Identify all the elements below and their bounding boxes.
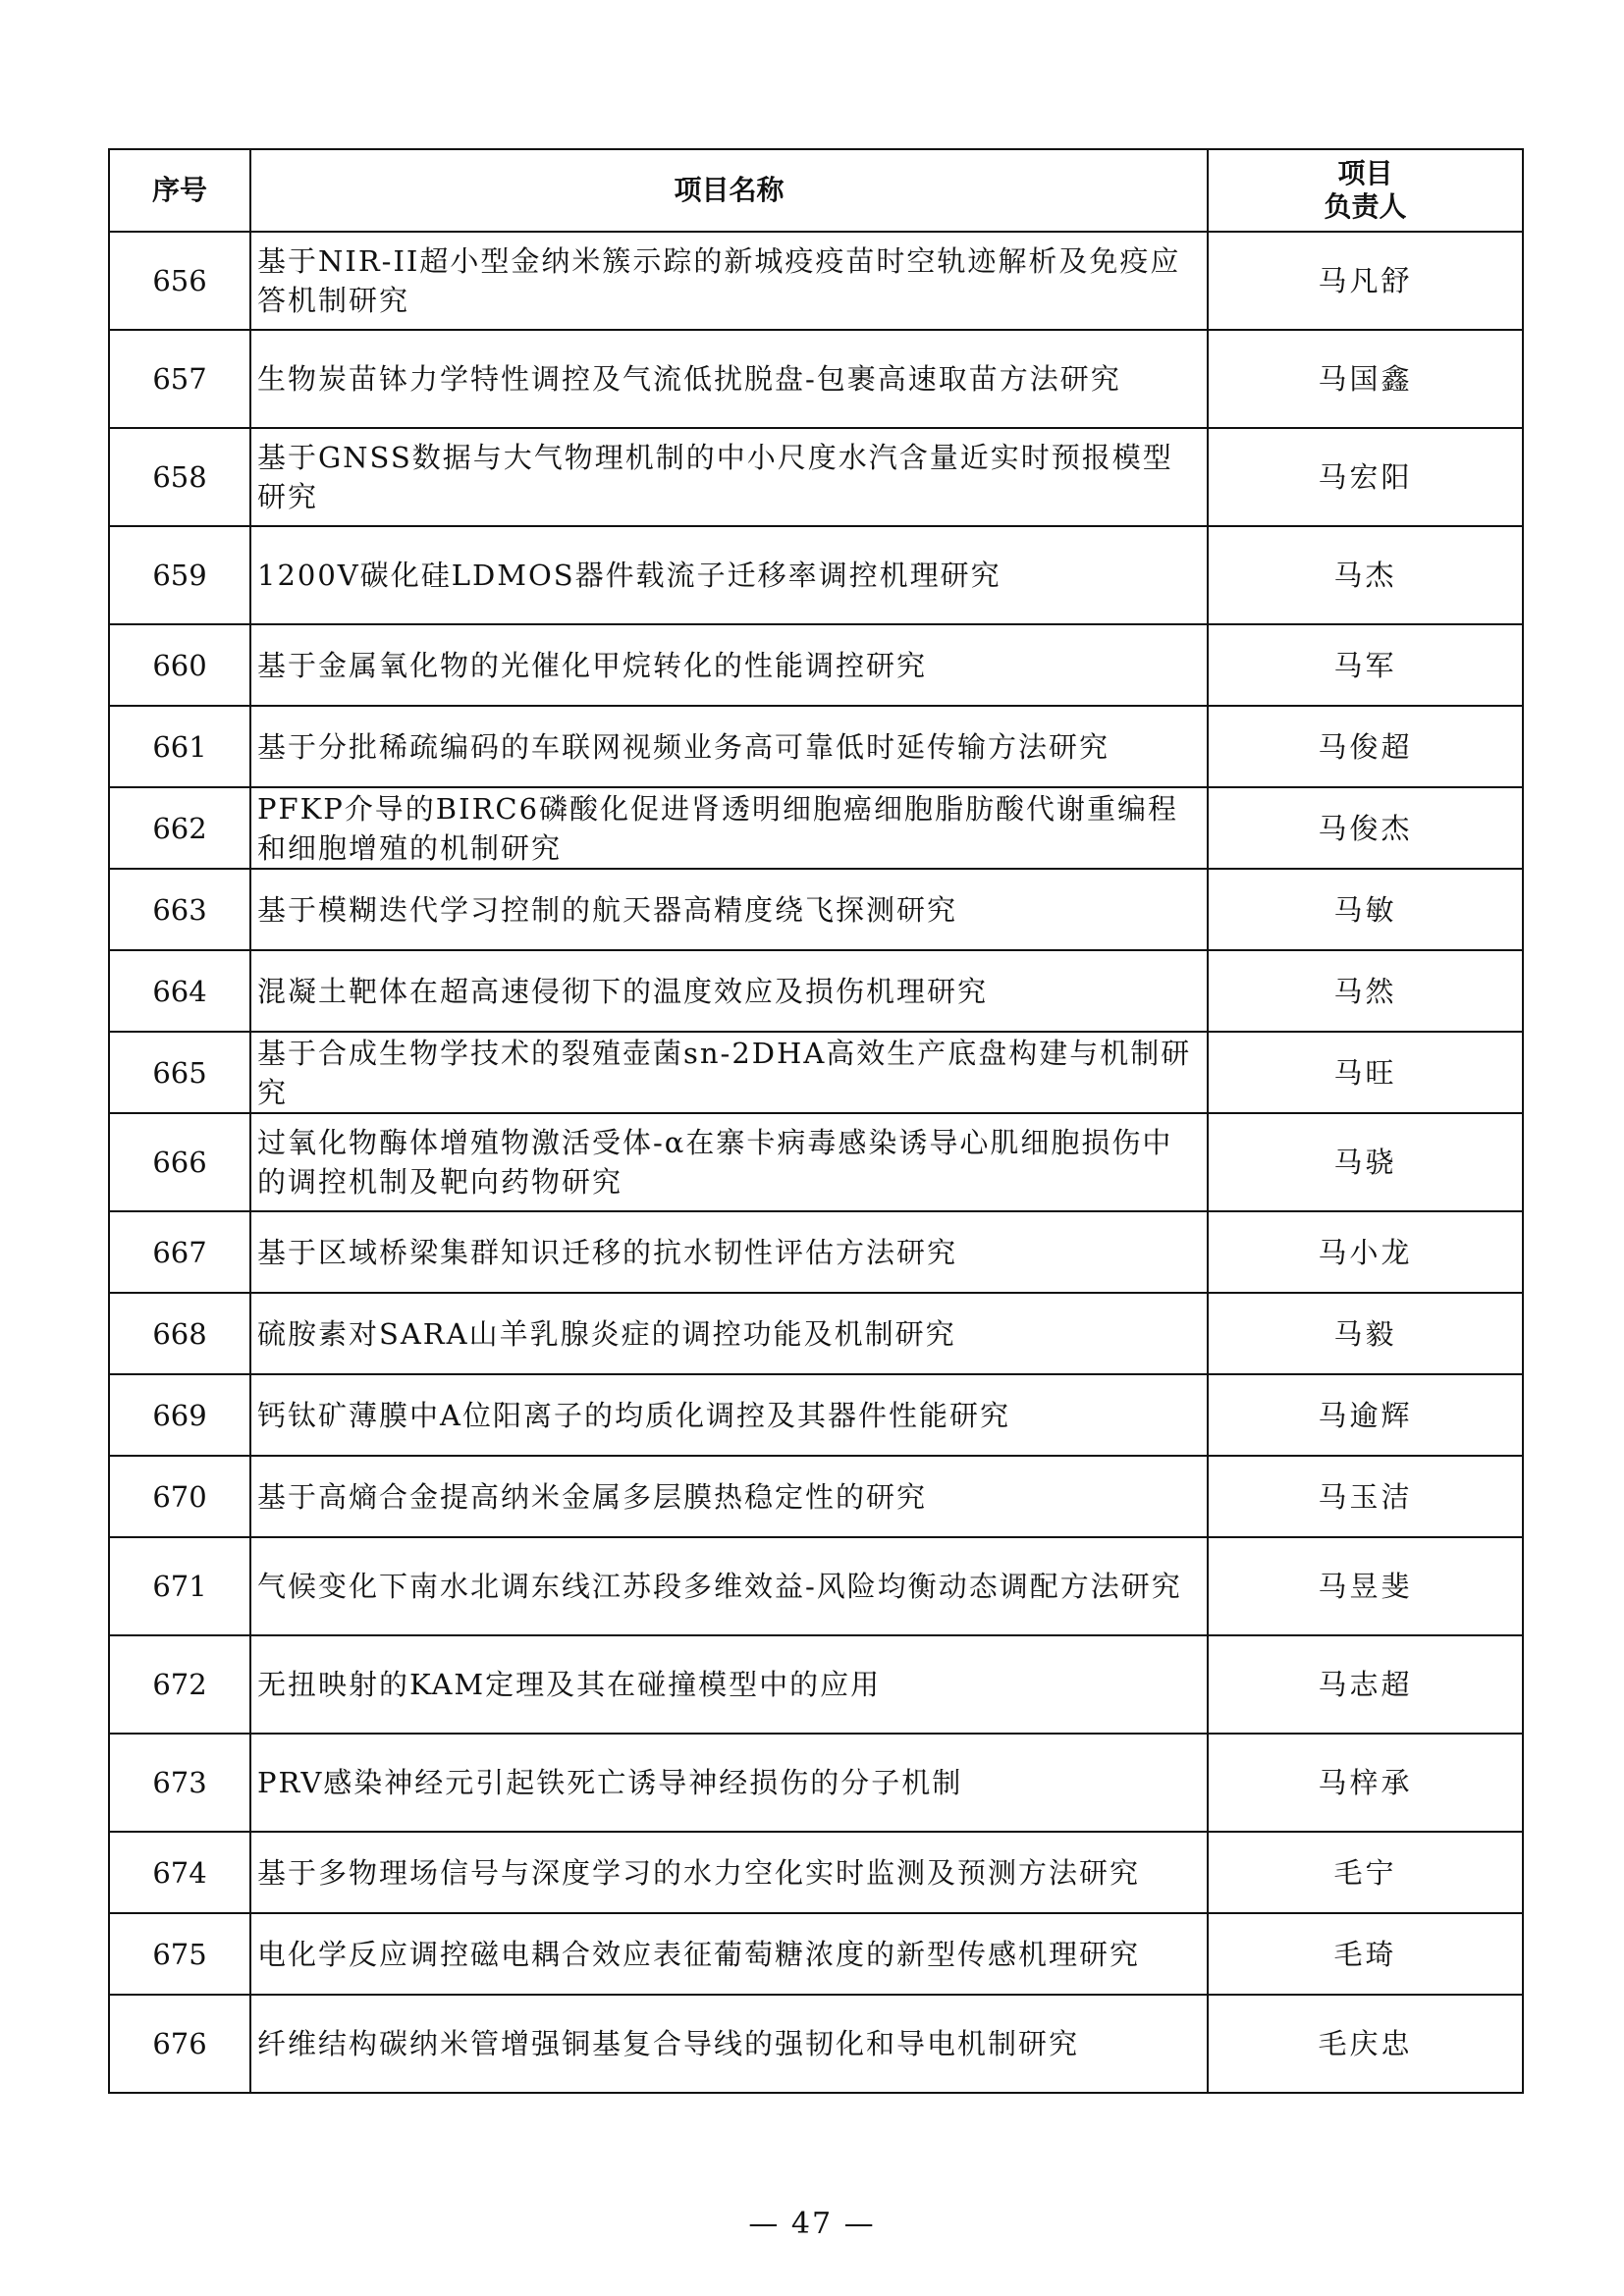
project-name-cell: 生物炭苗钵力学特性调控及气流低扰脱盘-包裹高速取苗方法研究 bbox=[250, 330, 1208, 428]
serial-number-cell: 664 bbox=[109, 950, 250, 1032]
table-row bbox=[109, 1734, 1523, 1832]
serial-number-cell: 676 bbox=[109, 1995, 250, 2093]
project-leader-cell: 马毅 bbox=[1208, 1293, 1523, 1374]
project-leader-cell: 马宏阳 bbox=[1208, 428, 1523, 526]
project-leader-cell: 马敏 bbox=[1208, 869, 1523, 950]
project-leader-cell: 毛宁 bbox=[1208, 1832, 1523, 1913]
project-name-cell: 基于区域桥梁集群知识迁移的抗水韧性评估方法研究 bbox=[250, 1211, 1208, 1293]
project-leader-cell: 马玉洁 bbox=[1208, 1456, 1523, 1537]
serial-number-cell: 657 bbox=[109, 330, 250, 428]
project-leader-cell: 毛琦 bbox=[1208, 1913, 1523, 1995]
serial-number-cell: 668 bbox=[109, 1293, 250, 1374]
project-leader-cell: 马军 bbox=[1208, 624, 1523, 706]
serial-number-cell: 667 bbox=[109, 1211, 250, 1293]
project-name-cell: 1200V碳化硅LDMOS器件载流子迁移率调控机理研究 bbox=[250, 526, 1208, 624]
project-name-cell: 基于金属氧化物的光催化甲烷转化的性能调控研究 bbox=[250, 624, 1208, 706]
table-row bbox=[109, 1293, 1523, 1374]
page-number: — 47 — bbox=[748, 2207, 876, 2241]
table-row bbox=[109, 624, 1523, 706]
table-row bbox=[109, 232, 1523, 330]
project-leader-cell: 马小龙 bbox=[1208, 1211, 1523, 1293]
table-row bbox=[109, 330, 1523, 428]
table-row bbox=[109, 706, 1523, 787]
table-row bbox=[109, 1032, 1523, 1113]
serial-number-cell: 658 bbox=[109, 428, 250, 526]
serial-number-cell: 673 bbox=[109, 1734, 250, 1832]
project-leader-cell: 毛庆忠 bbox=[1208, 1995, 1523, 2093]
serial-number-cell: 659 bbox=[109, 526, 250, 624]
project-name-cell: 基于分批稀疏编码的车联网视频业务高可靠低时延传输方法研究 bbox=[250, 706, 1208, 787]
project-name-cell: 基于合成生物学技术的裂殖壶菌sn-2DHA高效生产底盘构建与机制研究 bbox=[250, 1032, 1208, 1113]
project-name-cell: 无扭映射的KAM定理及其在碰撞模型中的应用 bbox=[250, 1635, 1208, 1734]
header-project-leader-line2: 负责人 bbox=[1324, 190, 1407, 223]
project-leader-cell: 马国鑫 bbox=[1208, 330, 1523, 428]
project-name-cell: 混凝土靶体在超高速侵彻下的温度效应及损伤机理研究 bbox=[250, 950, 1208, 1032]
project-name-cell: 基于GNSS数据与大气物理机制的中小尺度水汽含量近实时预报模型研究 bbox=[250, 428, 1208, 526]
serial-number-cell: 656 bbox=[109, 232, 250, 330]
table-row bbox=[109, 428, 1523, 526]
project-name-cell: PFKP介导的BIRC6磷酸化促进肾透明细胞癌细胞脂肪酸代谢重编程和细胞增殖的机制研究 bbox=[250, 787, 1208, 869]
serial-number-cell: 663 bbox=[109, 869, 250, 950]
table-row bbox=[109, 1113, 1523, 1211]
header-project-name: 项目名称 bbox=[250, 149, 1208, 232]
table-row bbox=[109, 1995, 1523, 2093]
table-row bbox=[109, 787, 1523, 869]
serial-number-cell: 662 bbox=[109, 787, 250, 869]
table-row bbox=[109, 1211, 1523, 1293]
table-row bbox=[109, 1537, 1523, 1635]
project-name-cell: 钙钛矿薄膜中A位阳离子的均质化调控及其器件性能研究 bbox=[250, 1374, 1208, 1456]
project-name-cell: 基于模糊迭代学习控制的航天器高精度绕飞探测研究 bbox=[250, 869, 1208, 950]
project-leader-cell: 马俊杰 bbox=[1208, 787, 1523, 869]
project-table bbox=[108, 148, 1524, 2094]
project-leader-cell: 马志超 bbox=[1208, 1635, 1523, 1734]
project-leader-cell: 马然 bbox=[1208, 950, 1523, 1032]
project-leader-cell: 马杰 bbox=[1208, 526, 1523, 624]
project-name-cell: 电化学反应调控磁电耦合效应表征葡萄糖浓度的新型传感机理研究 bbox=[250, 1913, 1208, 1995]
serial-number-cell: 666 bbox=[109, 1113, 250, 1211]
serial-number-cell: 661 bbox=[109, 706, 250, 787]
table-row bbox=[109, 1374, 1523, 1456]
project-leader-cell: 马凡舒 bbox=[1208, 232, 1523, 330]
serial-number-cell: 671 bbox=[109, 1537, 250, 1635]
project-name-cell: 纤维结构碳纳米管增强铜基复合导线的强韧化和导电机制研究 bbox=[250, 1995, 1208, 2093]
project-leader-cell: 马骁 bbox=[1208, 1113, 1523, 1211]
project-name-cell: 过氧化物酶体增殖物激活受体-α在寨卡病毒感染诱导心肌细胞损伤中的调控机制及靶向药物研究 bbox=[250, 1113, 1208, 1211]
table-header-row bbox=[109, 149, 1523, 232]
table-row bbox=[109, 1456, 1523, 1537]
serial-number-cell: 670 bbox=[109, 1456, 250, 1537]
serial-number-cell: 672 bbox=[109, 1635, 250, 1734]
header-project-leader bbox=[1208, 149, 1523, 232]
header-serial-number: 序号 bbox=[109, 149, 250, 232]
table-row bbox=[109, 1635, 1523, 1734]
serial-number-cell: 675 bbox=[109, 1913, 250, 1995]
project-leader-cell: 马昱斐 bbox=[1208, 1537, 1523, 1635]
project-name-cell: PRV感染神经元引起铁死亡诱导神经损伤的分子机制 bbox=[250, 1734, 1208, 1832]
project-name-cell: 基于高熵合金提高纳米金属多层膜热稳定性的研究 bbox=[250, 1456, 1208, 1537]
project-name-cell: 气候变化下南水北调东线江苏段多维效益-风险均衡动态调配方法研究 bbox=[250, 1537, 1208, 1635]
table-row bbox=[109, 526, 1523, 624]
project-name-cell: 基于NIR-II超小型金纳米簇示踪的新城疫疫苗时空轨迹解析及免疫应答机制研究 bbox=[250, 232, 1208, 330]
table-row bbox=[109, 1913, 1523, 1995]
project-leader-cell: 马旺 bbox=[1208, 1032, 1523, 1113]
project-name-cell: 基于多物理场信号与深度学习的水力空化实时监测及预测方法研究 bbox=[250, 1832, 1208, 1913]
project-name-cell: 硫胺素对SARA山羊乳腺炎症的调控功能及机制研究 bbox=[250, 1293, 1208, 1374]
serial-number-cell: 674 bbox=[109, 1832, 250, 1913]
serial-number-cell: 660 bbox=[109, 624, 250, 706]
project-leader-cell: 马俊超 bbox=[1208, 706, 1523, 787]
table-row bbox=[109, 950, 1523, 1032]
table-row bbox=[109, 1832, 1523, 1913]
serial-number-cell: 669 bbox=[109, 1374, 250, 1456]
serial-number-cell: 665 bbox=[109, 1032, 250, 1113]
project-leader-cell: 马逾辉 bbox=[1208, 1374, 1523, 1456]
table-row bbox=[109, 869, 1523, 950]
header-project-leader-line1: 项目 bbox=[1337, 157, 1393, 189]
project-leader-cell: 马梓承 bbox=[1208, 1734, 1523, 1832]
